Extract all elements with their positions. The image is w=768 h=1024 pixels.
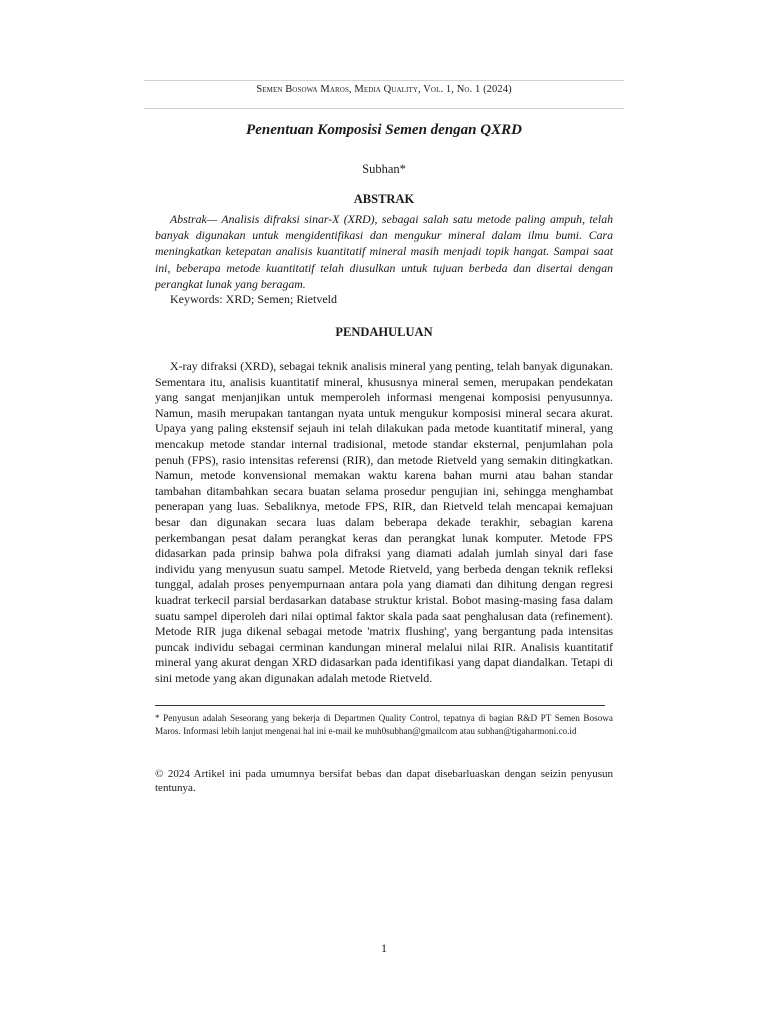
header-bottom-rule bbox=[144, 108, 624, 109]
abstract-heading: ABSTRAK bbox=[353, 192, 415, 206]
keywords: Keywords: XRD; Semen; Rietveld bbox=[170, 292, 337, 306]
paper-title: Penentuan Komposisi Semen dengan QXRD bbox=[246, 122, 522, 138]
running-header: Semen Bosowa Maros, Media Quality, Vol. 1, No. 1 (2024) bbox=[256, 84, 512, 95]
introduction-heading: PENDAHULUAN bbox=[335, 325, 433, 339]
header-top-rule bbox=[144, 80, 624, 81]
footnote-divider bbox=[155, 705, 605, 706]
footnote-text: * Penyusun adalah Seseorang yang bekerja di Departmen Quality Control, tepatnya di bagian R&D PT Semen Bosowa Maros. Informasi lebih lanjut mengenai hal ini e-mail ke muh0subhan@gmailcom atau subhan@tigaharmoni.co.id bbox=[155, 713, 613, 737]
paper-author: Subhan* bbox=[362, 162, 406, 176]
copyright-notice: © 2024 Artikel ini pada umumnya bersifat bebas dan dapat disebarluaskan dengan seizin penyusun tentunya. bbox=[155, 768, 613, 794]
abstract-text: Abstrak— Analisis difraksi sinar-X (XRD), sebagai salah satu metode paling ampuh, telah banyak digunakan untuk mengidentifikasi dan mengukur mineral dalam ilmu bumi. Cara meningkatkan ketepatan analisis kuantitatif mineral masih menjadi topik hangat. Sampai saat ini, beberapa metode kuantitatif telah diusulkan untuk tujuan berbeda dan disertai dengan perangkat lunak yang beragam. bbox=[155, 212, 613, 291]
page-number: 1 bbox=[381, 941, 387, 955]
introduction-text: X-ray difraksi (XRD), sebagai teknik analisis mineral yang penting, telah banyak digunakan. Sementara itu, analisis kuantitatif mineral, khususnya mineral semen, merupakan pendekatan yang sangat menjanjikan untuk memperoleh informasi mengenai komposisi penyusunnya. Namun, masih merupakan tantangan nyata untuk mengukur komposisi mineral secara akurat. Upaya yang paling ekstensif sejauh ini telah dilakukan pada metode kuantitatif mineral, yang mencakup metode standar internal tradisional, metode standar eksternal, penjumlahan pola penuh (FPS), rasio intensitas referensi (RIR), dan metode Rietveld yang semakin ditingkatkan. Namun, metode konvensional memakan waktu karena bahan murni atau bahan standar tambahan ditambahkan secara buatan selama prosedur pengujian ini, sehingga menghambat penerapan yang luas. Sebaliknya, metode FPS, RIR, dan Rietveld telah mencapai kemajuan besar dan digunakan secara luas dalam beberapa dekade terakhir, sebagian karena perkembangan pesat dalam perangkat keras dan perangkat lunak komputer. Metode FPS didasarkan pada prinsip bahwa pola difraksi yang diamati adalah jumlah sinyal dari fase individu yang menyusun suatu sampel. Metode Rietveld, yang berbeda dengan teknik refleksi tunggal, adalah proses penyempurnaan antara pola yang diamati dan dihitung dengan regresi kuadrat terkecil parsial berdasarkan database struktur kristal. Bobot masing-masing fasa dalam suatu sampel diperoleh dari nilai optimal faktor skala pada saat penghalusan data (refinement). Metode RIR juga dikenal sebagai metode 'matrix flushing', yang bergantung pada intensitas puncak individu sebagai cerminan kandungan mineral melalui nilai RIR. Analisis kuantitatif mineral yang akurat dengan XRD didasarkan pada identifikasi yang dapat diandalkan. Tetapi di sini metode yang akan digunakan adalah metode Rietveld. bbox=[155, 359, 613, 685]
